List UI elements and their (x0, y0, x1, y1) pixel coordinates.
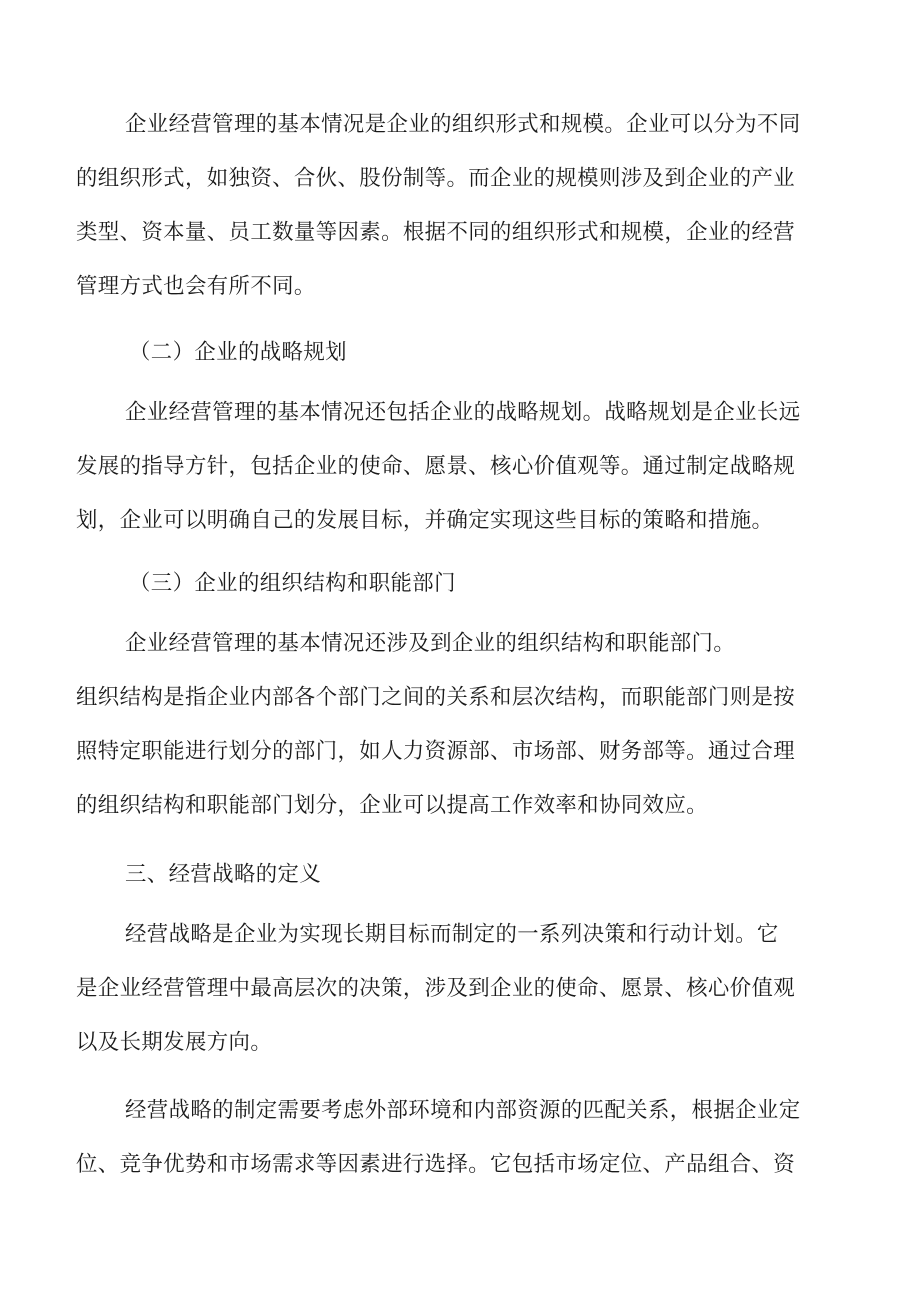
text-line: 照特定职能进行划分的部门，如人力资源部、市场部、财务部等。通过合理 (76, 739, 796, 764)
text-line: 企业经营管理的基本情况还涉及到企业的组织结构和职能部门。 (125, 631, 736, 656)
text-line: 划，企业可以明确自己的发展目标，并确定实现这些目标的策略和措施。 (76, 508, 774, 533)
subsection-heading: （二）企业的战略规划 (129, 340, 347, 365)
text-line: 是企业经营管理中最高层次的决策，涉及到企业的使命、愿景、核心价值观 (76, 976, 796, 1001)
text-line: 管理方式也会有所不同。 (76, 274, 316, 299)
text-line: 企业经营管理的基本情况是企业的组织形式和规模。企业可以分为不同 (125, 112, 801, 137)
subsection-heading: （三）企业的组织结构和职能部门 (129, 571, 456, 596)
text-line: 组织结构是指企业内部各个部门之间的关系和层次结构，而职能部门则是按 (76, 685, 796, 710)
text-line: 以及长期发展方向。 (76, 1030, 273, 1055)
section-heading: 三、经营战略的定义 (125, 862, 322, 887)
text-line: 发展的指导方针，包括企业的使命、愿景、核心价值观等。通过制定战略规 (76, 454, 796, 479)
text-line: 的组织结构和职能部门划分，企业可以提高工作效率和协同效应。 (76, 793, 708, 818)
text-line: 经营战略是企业为实现长期目标而制定的一系列决策和行动计划。它 (125, 922, 779, 947)
text-line: 类型、资本量、员工数量等因素。根据不同的组织形式和规模，企业的经营 (76, 220, 796, 245)
text-line: 的组织形式，如独资、合伙、股份制等。而企业的规模则涉及到企业的产业 (76, 166, 796, 191)
text-line: 企业经营管理的基本情况还包括企业的战略规划。战略规划是企业长远 (125, 400, 801, 425)
text-line: 经营战略的制定需要考虑外部环境和内部资源的匹配关系，根据企业定 (125, 1098, 801, 1123)
text-line: 位、竞争优势和市场需求等因素进行选择。它包括市场定位、产品组合、资 (76, 1152, 796, 1177)
